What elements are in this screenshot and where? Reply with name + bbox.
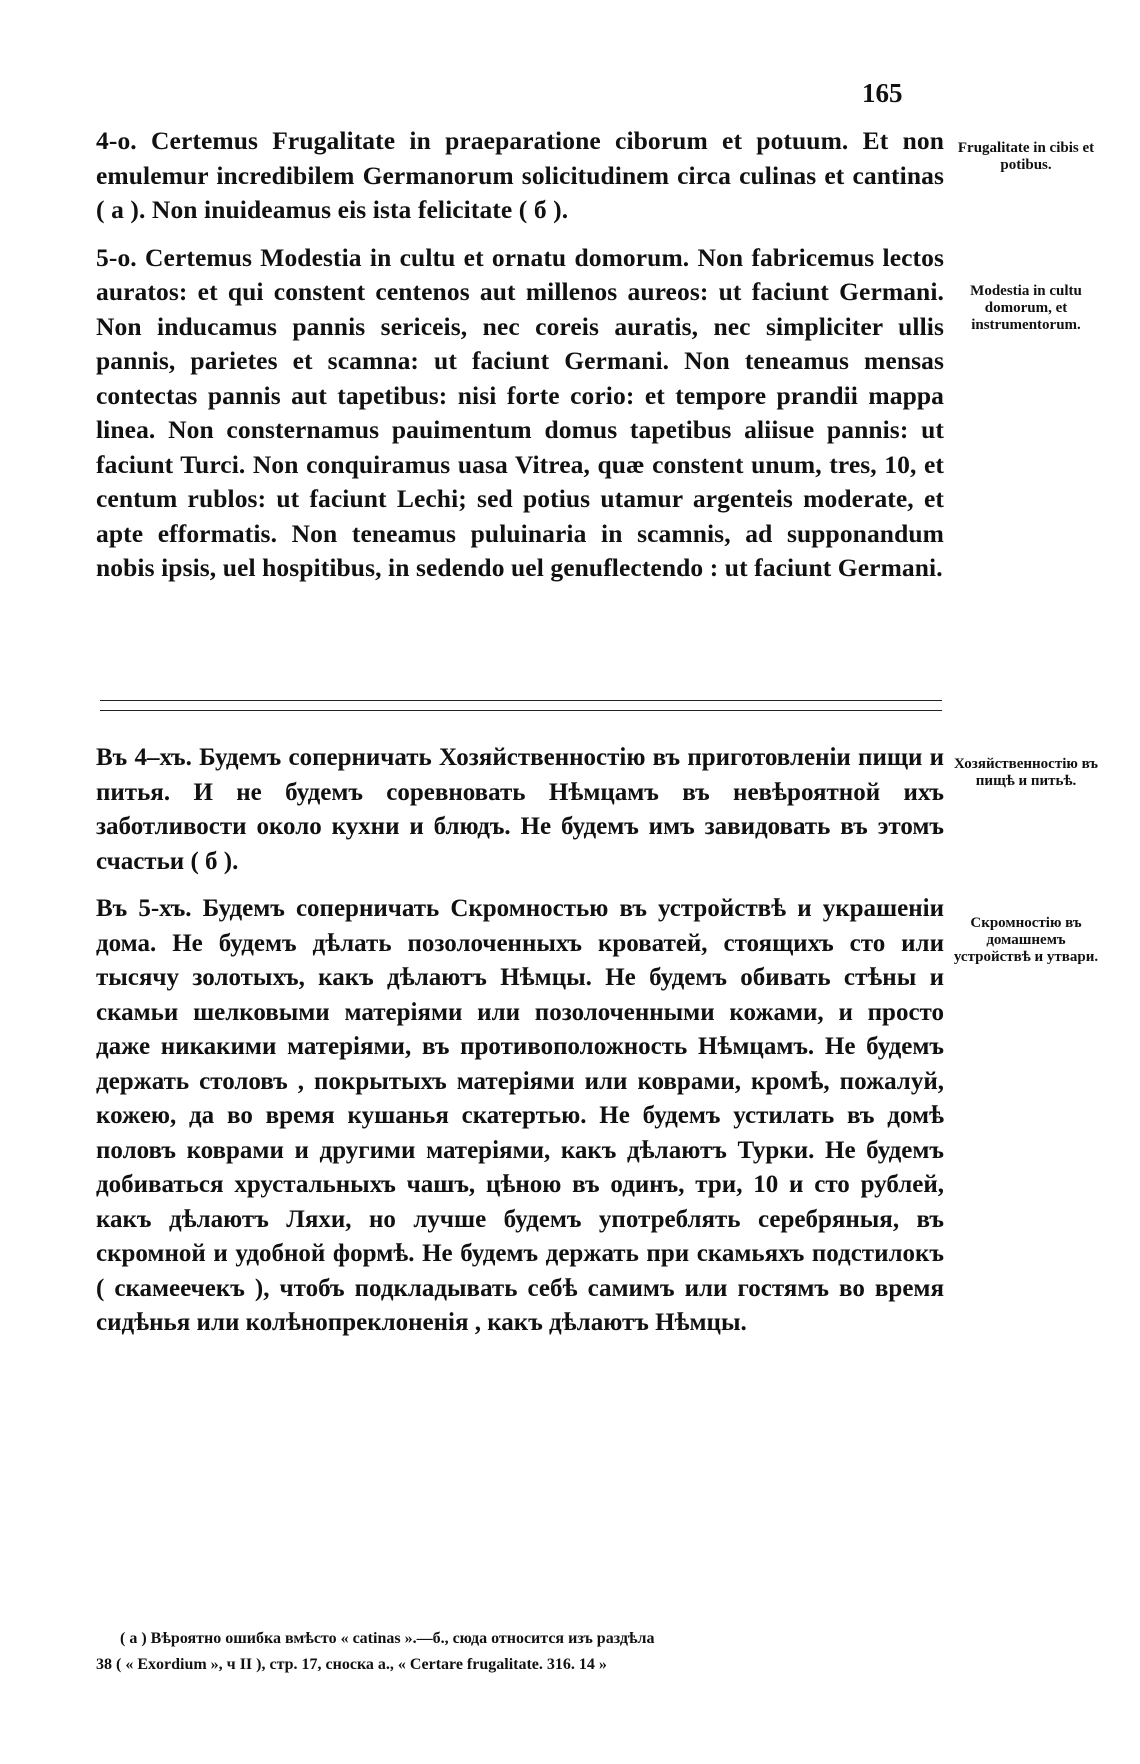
footnote-line-1: ( а ) Вѣроятно ошибка вмѣсто « catinas ».—б., сюда относится изъ раздѣла [120,1630,655,1647]
page-number: 165 [862,78,903,108]
section-divider-bottom [100,710,942,711]
russian-paragraph-frugalitate: Въ 4–хъ. Будемъ соперничать Хозяйственностію въ приготовленіи пищи и питья. И не будемъ соревновать Нѣмцамъ въ невѣроятной ихъ заботливости около кухни и блюдъ. Не будемъ имъ завидовать въ этомъ счастьи ( б ). [96,744,944,875]
russian-margin-note-modestia: Скромностію въ домашнемъ устройствѣ и утвари. [953,915,1099,965]
latin-paragraph-frugalitate: 4-o. Certemus Frugalitate in praeparatione ciborum et potuum. Et non emulemur incredibilem Germanorum solicitudinem circa culinas et cantinas ( a ). Non inuideamus eis ista felicitate ( б ). [96,126,944,224]
latin-text-block [96,124,944,599]
russian-paragraph-modestia: Въ 5-хъ. Будемъ соперничать Скромностью въ устройствѣ и украшеніи дома. Не будемъ дѣлать позолоченныхъ кроватей, стоящихъ сто или тысячу золотыхъ, какъ дѣлаютъ Нѣмцы. Не будемъ обивать стѣны и скамьи шелковыми матеріями или позолоченными кожами, и просто даже никакими матеріями, въ противоположность Нѣмцамъ. Не будемъ держать столовъ , покрытыхъ матеріями или коврами, кромѣ, пожалуй, кожею, да во время кушанья скатертью. Не будемъ устилать въ домѣ половъ коврами и другими матеріями, какъ дѣлаютъ Турки. Не будемъ добиваться хрустальныхъ чашъ, цѣною въ одинъ, три, 10 и сто рублей, какъ дѣлаютъ Ляхи, но лучше будемъ употреблять серебряныя, въ скромной и удобной формѣ. Не будемъ держать при скамьяхъ подстилокъ ( скамеечекъ ), чтобъ подкладывать себѣ самимъ или гостямъ во время сидѣнья или колѣнопреклоненія , какъ дѣлаютъ Нѣмцы. [96,895,944,1336]
latin-paragraph-modestia: 5-o. Certemus Modestia in cultu et ornatu domorum. Non fabricemus lectos auratos: et qui constent centenos aut millenos aureos: ut faciunt Germani. Non inducamus pannis sericeis, nec coreis auratis, nec simpliciter ullis pannis, parietes et scamna: ut faciunt Germani. Non teneamus mensas contectas pannis aut tapetibus: nisi forte corio: et tempore prandii mappa linea. Non consternamus pauimentum domus tapetibus aliisue pannis: ut faciunt Turci. Non conquiramus uasa Vitrea, quæ constent unum, tres, 10, et centum rublos: ut faciunt Lechi; sed potius utamur argenteis moderate, et apte efformatis. Non teneamus puluinaria in scamnis, ad supponandum nobis ipsis, uel hospitibus, in sedendo uel genuflectendo : ut faciunt Germani. [96,242,944,582]
russian-text-block [96,741,944,1354]
section-divider-top [100,700,942,701]
russian-margin-note-frugalitate: Хозяйственностію въ пищѣ и питьѣ. [953,756,1099,789]
latin-margin-note-modestia: Modestia in cultu domorum, et instrumentorum. [970,283,1082,333]
latin-margin-note-frugalitate: Frugalitate in cibis et potibus. [957,140,1095,173]
footnote-line-2: 38 ( « Exordium », ч II ), стр. 17, сноска а., « Certare frugalitate. 316. 14 » [96,1656,607,1673]
footnotes [96,1626,966,1678]
